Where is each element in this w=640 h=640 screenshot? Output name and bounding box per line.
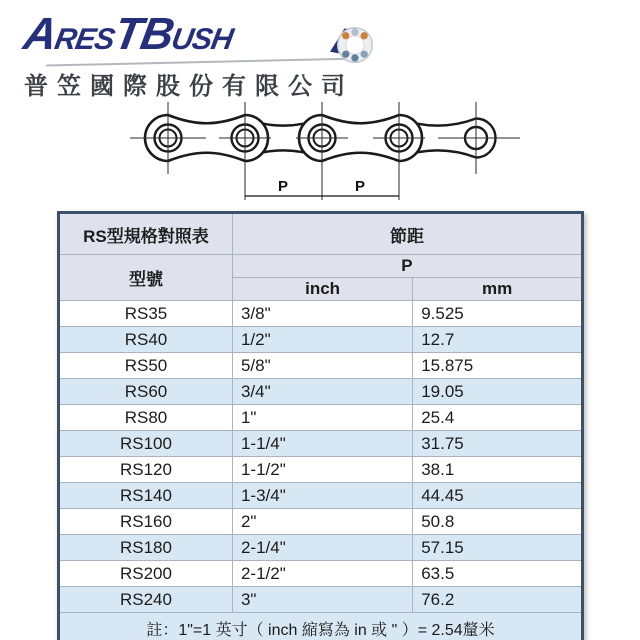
table-row <box>59 431 583 457</box>
inch-cell: 2-1/2" <box>232 561 412 587</box>
table-row <box>59 379 583 405</box>
table-row <box>59 561 583 587</box>
inch-cell: 2-1/4" <box>232 535 412 561</box>
inch-cell: 1/2" <box>232 327 412 353</box>
table-row <box>59 457 583 483</box>
wordmark-letter: USH <box>168 23 235 56</box>
model-cell: RS40 <box>59 327 233 353</box>
table-note: 註：1"=1 英寸（ inch 縮寫為 in 或 " ）= 2.54釐米 <box>59 613 583 640</box>
mm-cell: 19.05 <box>413 379 583 405</box>
model-cell: RS240 <box>59 587 233 613</box>
inch-cell: 1-1/4" <box>232 431 412 457</box>
inch-cell: 1-3/4" <box>232 483 412 509</box>
wordmark-letter: T <box>110 8 146 59</box>
pitch-label: P <box>354 178 366 195</box>
table-row <box>59 353 583 379</box>
model-cell: RS120 <box>59 457 233 483</box>
roller-chain-diagram <box>120 96 530 204</box>
mm-cell: 63.5 <box>413 561 583 587</box>
mm-cell: 12.7 <box>413 327 583 353</box>
logo <box>22 8 442 100</box>
spec-table <box>57 211 584 640</box>
table-row <box>59 535 583 561</box>
logo-wordmark <box>19 10 237 64</box>
table-p-row <box>59 255 583 278</box>
inch-cell: 1-1/2" <box>232 457 412 483</box>
mm-cell: 15.875 <box>413 353 583 379</box>
mm-header-cell: mm <box>413 278 583 301</box>
model-cell: RS80 <box>59 405 233 431</box>
inch-cell: 3/8" <box>232 301 412 327</box>
inch-cell: 2" <box>232 509 412 535</box>
inch-cell: 3/4" <box>232 379 412 405</box>
table-row <box>59 405 583 431</box>
model-cell: RS140 <box>59 483 233 509</box>
model-cell: RS180 <box>59 535 233 561</box>
mm-cell: 9.525 <box>413 301 583 327</box>
p-header-cell: P <box>232 255 582 278</box>
inch-header-cell: inch <box>232 278 412 301</box>
model-cell: RS160 <box>59 509 233 535</box>
model-header-cell: 型號 <box>59 255 233 301</box>
flange-bushing-icon <box>330 21 378 69</box>
mm-cell: 50.8 <box>413 509 583 535</box>
model-cell: RS200 <box>59 561 233 587</box>
wordmark-letter: RES <box>52 23 117 56</box>
model-cell: RS100 <box>59 431 233 457</box>
table-note-row <box>59 613 583 640</box>
inch-cell: 1" <box>232 405 412 431</box>
inch-cell: 5/8" <box>232 353 412 379</box>
pitch-label: P <box>277 178 289 195</box>
company-name: 普笠國際股份有限公司 <box>24 73 354 100</box>
mm-cell: 44.45 <box>413 483 583 509</box>
wordmark-letter: B <box>136 8 178 59</box>
table-row <box>59 509 583 535</box>
model-cell: RS35 <box>59 301 233 327</box>
table-row <box>59 301 583 327</box>
table-row <box>59 327 583 353</box>
wordmark-letter: A <box>20 8 61 59</box>
table-title-cell: RS型規格對照表 <box>59 213 233 255</box>
inch-cell: 3" <box>232 587 412 613</box>
pitch-header-cell: 節距 <box>232 213 582 255</box>
mm-cell: 31.75 <box>413 431 583 457</box>
table-row <box>59 483 583 509</box>
model-cell: RS50 <box>59 353 233 379</box>
model-cell: RS60 <box>59 379 233 405</box>
mm-cell: 25.4 <box>413 405 583 431</box>
mm-cell: 57.15 <box>413 535 583 561</box>
table-row <box>59 587 583 613</box>
mm-cell: 76.2 <box>413 587 583 613</box>
mm-cell: 38.1 <box>413 457 583 483</box>
table-title-row <box>59 213 583 255</box>
